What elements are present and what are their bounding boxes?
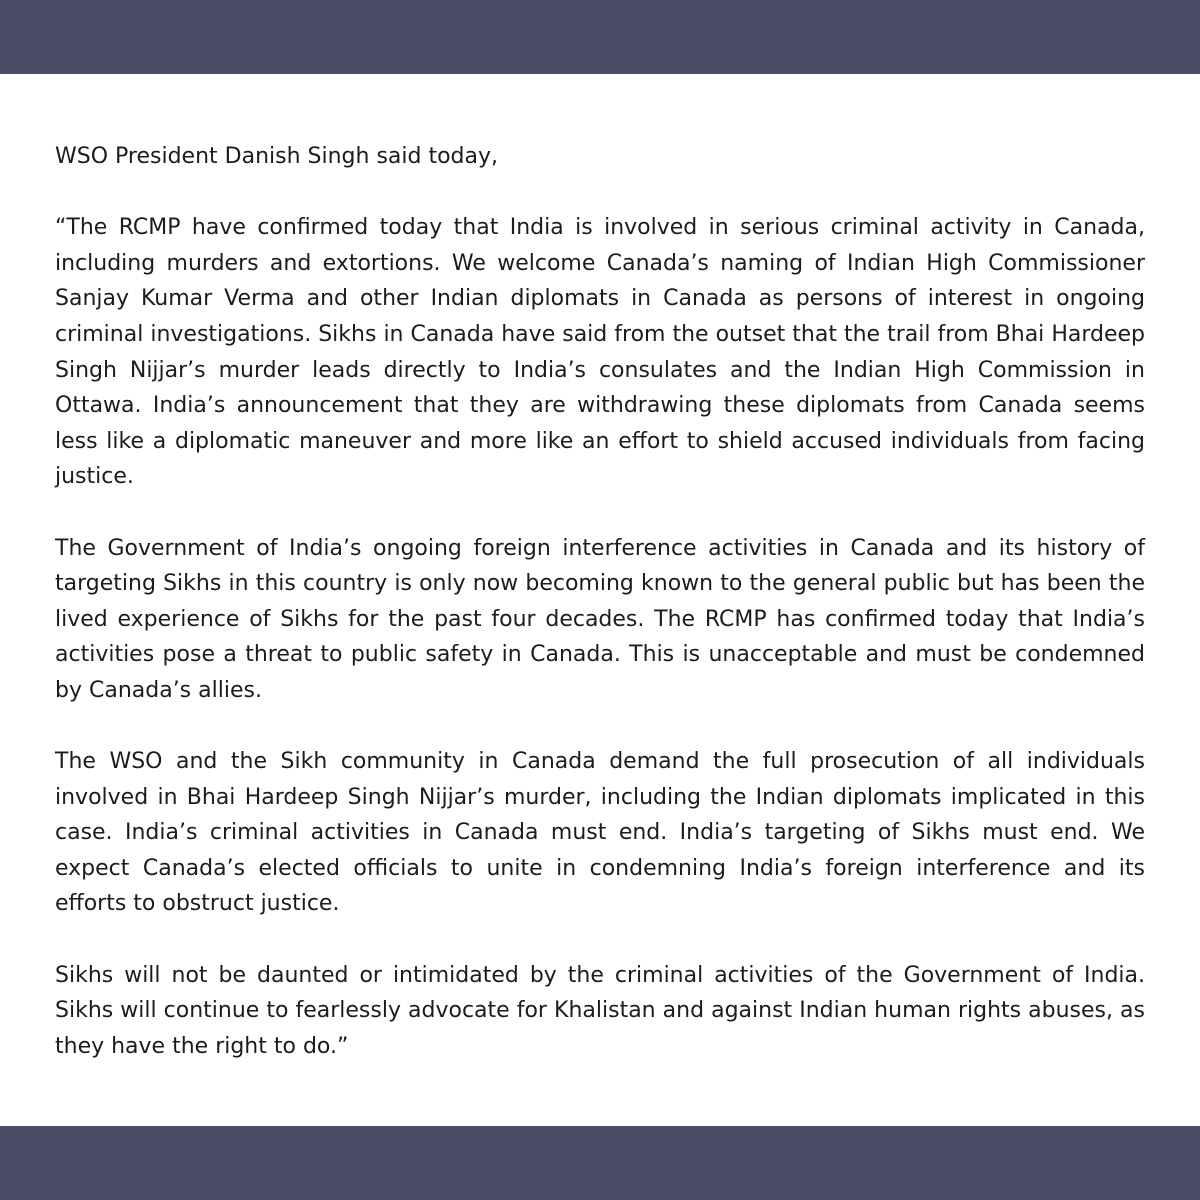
statement-paragraph-4: Sikhs will not be daunted or intimidated by the criminal activities of the Government of India. Sikhs will continue to fearlessly advocate for Khalistan and against Indian human rights abuses, as they have the right to do.”: [55, 962, 1145, 1059]
statement-paragraph-1: “The RCMP have confirmed today that India is involved in serious criminal activity in Canada, including murders and extortions. We welcome Canada’s naming of Indian High Commissioner Sanjay Kumar Verma and other Indian diplomats in Canada as persons of interest in ongoing criminal investigations. Sikhs in Canada have said from the outset that the trail from Bhai Hardeep Singh Nijjar’s murder leads directly to India’s consulates and the Indian High Commission in Ottawa. India’s announcement that they are withdrawing these diplomats from Canada seems less like a diplomatic maneuver and more like an effort to shield accused individuals from facing justice.: [55, 215, 1145, 490]
statement-body: [55, 139, 1145, 1064]
footer-band: [0, 1126, 1200, 1200]
statement-paragraph-3: The WSO and the Sikh community in Canada demand the full prosecution of all individuals involved in Bhai Hardeep Singh Nijjar’s murder, including the Indian diplomats implicated in this case. India’s criminal activities in Canada must end. India’s targeting of Sikhs must end. We expect Canada’s elected officials to unite in condemning India’s foreign interference and its efforts to obstruct justice.: [55, 749, 1145, 917]
header-band: [0, 0, 1200, 74]
statement-paragraph-2: The Government of India’s ongoing foreign interference activities in Canada and its history of targeting Sikhs in this country is only now becoming known to the general public but has been the lived experience of Sikhs for the past four decades. The RCMP has confirmed today that India’s activities pose a threat to public safety in Canada. This is unacceptable and must be condemned by Canada’s allies.: [55, 535, 1145, 703]
statement-intro: WSO President Danish Singh said today,: [55, 144, 498, 169]
